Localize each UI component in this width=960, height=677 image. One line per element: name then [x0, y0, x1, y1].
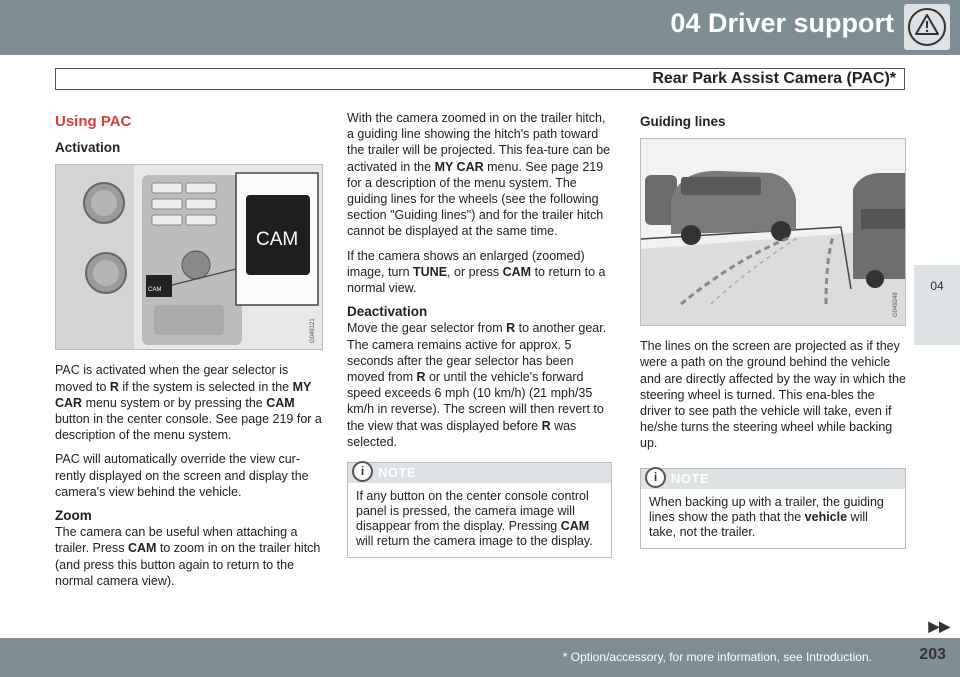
note-box-2	[640, 468, 906, 549]
footer-note: * Option/accessory, for more information, see Introduction.	[562, 650, 872, 664]
note-label: NOTE	[378, 465, 417, 481]
activation-heading: Activation	[55, 140, 121, 156]
zoom-heading: Zoom	[55, 508, 92, 524]
info-icon: i	[352, 461, 373, 482]
warning-icon	[904, 4, 950, 50]
cam-button-label: CAM	[256, 229, 299, 251]
section-title-bar	[55, 68, 905, 90]
info-icon: i	[645, 467, 666, 488]
chapter-title: 04 Driver support	[670, 8, 894, 38]
deactivation-heading: Deactivation	[347, 304, 428, 320]
figure2-code: G049248	[893, 292, 899, 318]
column-3	[640, 110, 906, 549]
guiding-lines-heading: Guiding lines	[640, 114, 726, 129]
override-paragraph: PAC will automatically override the view cur-rently displayed on the screen and display the camera's view behind the vehicle.	[55, 452, 309, 499]
guiding-lines-illustration	[641, 139, 905, 325]
using-pac-heading: Using PAC	[55, 113, 132, 130]
note-label: NOTE	[671, 470, 710, 486]
zoomed-image-paragraph: If the camera shows an enlarged (zoomed) image, turn TUNE, or press CAM to return to a normal view.	[347, 248, 606, 296]
continue-arrows-icon: ▶▶	[928, 618, 950, 634]
guiding-lines-figure	[640, 138, 906, 326]
note-box-1	[347, 462, 612, 558]
chapter-side-tab: 04	[914, 265, 960, 345]
guiding-lines-paragraph: The lines on the screen are projected as if they were a path on the ground behind the vehicle and are directly affected by the way in which the steering wheel is turned. This ena-bles the driver to see path the vehicle will take, even if he/she turns the steering wheel while backing up.	[640, 339, 906, 451]
note-header	[641, 469, 905, 489]
center-console-figure	[55, 164, 323, 350]
activation-paragraph: PAC is activated when the gear selector is moved to R if the system is selected in the MY CAR menu system or by pressing the CAM button in the center console. See page 219 for a description of the menu system.	[55, 363, 322, 443]
page-number: 203	[919, 646, 946, 663]
figure1-code: G049121	[310, 318, 316, 344]
column-2	[347, 110, 612, 558]
footer-bar	[0, 638, 960, 677]
header-bar	[0, 0, 960, 55]
center-console-illustration	[56, 165, 322, 349]
note-body: When backing up with a trailer, the guiding lines show the path that the vehicle will take, not the trailer.	[649, 494, 884, 539]
deactivation-paragraph: Move the gear selector from R to another gear. The camera remains active for approx. 5 seconds after the gear selector has been moved from R or until the vehicle's forward speed exceeds 6 mph (10 km/h) (21 mph/35 km/h in reverse). The screen will then revert to the view that was displayed before R was selected.	[347, 321, 607, 449]
column-1	[55, 110, 323, 597]
zoom-paragraph: The camera can be useful when attaching a trailer. Press CAM to zoom in on the trailer hitch (and press this button again to return to the normal camera view).	[55, 525, 321, 588]
trailer-hitch-paragraph: With the camera zoomed in on the trailer hitch, a guiding line showing the hitch's path toward the trailer will be projected. This fea-ture can be activated in the MY CAR menu. See page 219 for a description of the menu system. The guiding lines for the wheels (see the following section "Guiding lines") and for the trailer hitch cannot be displayed at the same time.	[347, 111, 611, 239]
section-title: Rear Park Assist Camera (PAC)*	[652, 70, 896, 87]
small-cam-label: CAM	[148, 287, 162, 294]
note-header	[348, 463, 611, 483]
note-body: If any button on the center console control panel is pressed, the camera image will disappear from the display. Pressing CAM will return the camera image to the display.	[356, 489, 593, 549]
warning-icon-box	[904, 4, 950, 50]
